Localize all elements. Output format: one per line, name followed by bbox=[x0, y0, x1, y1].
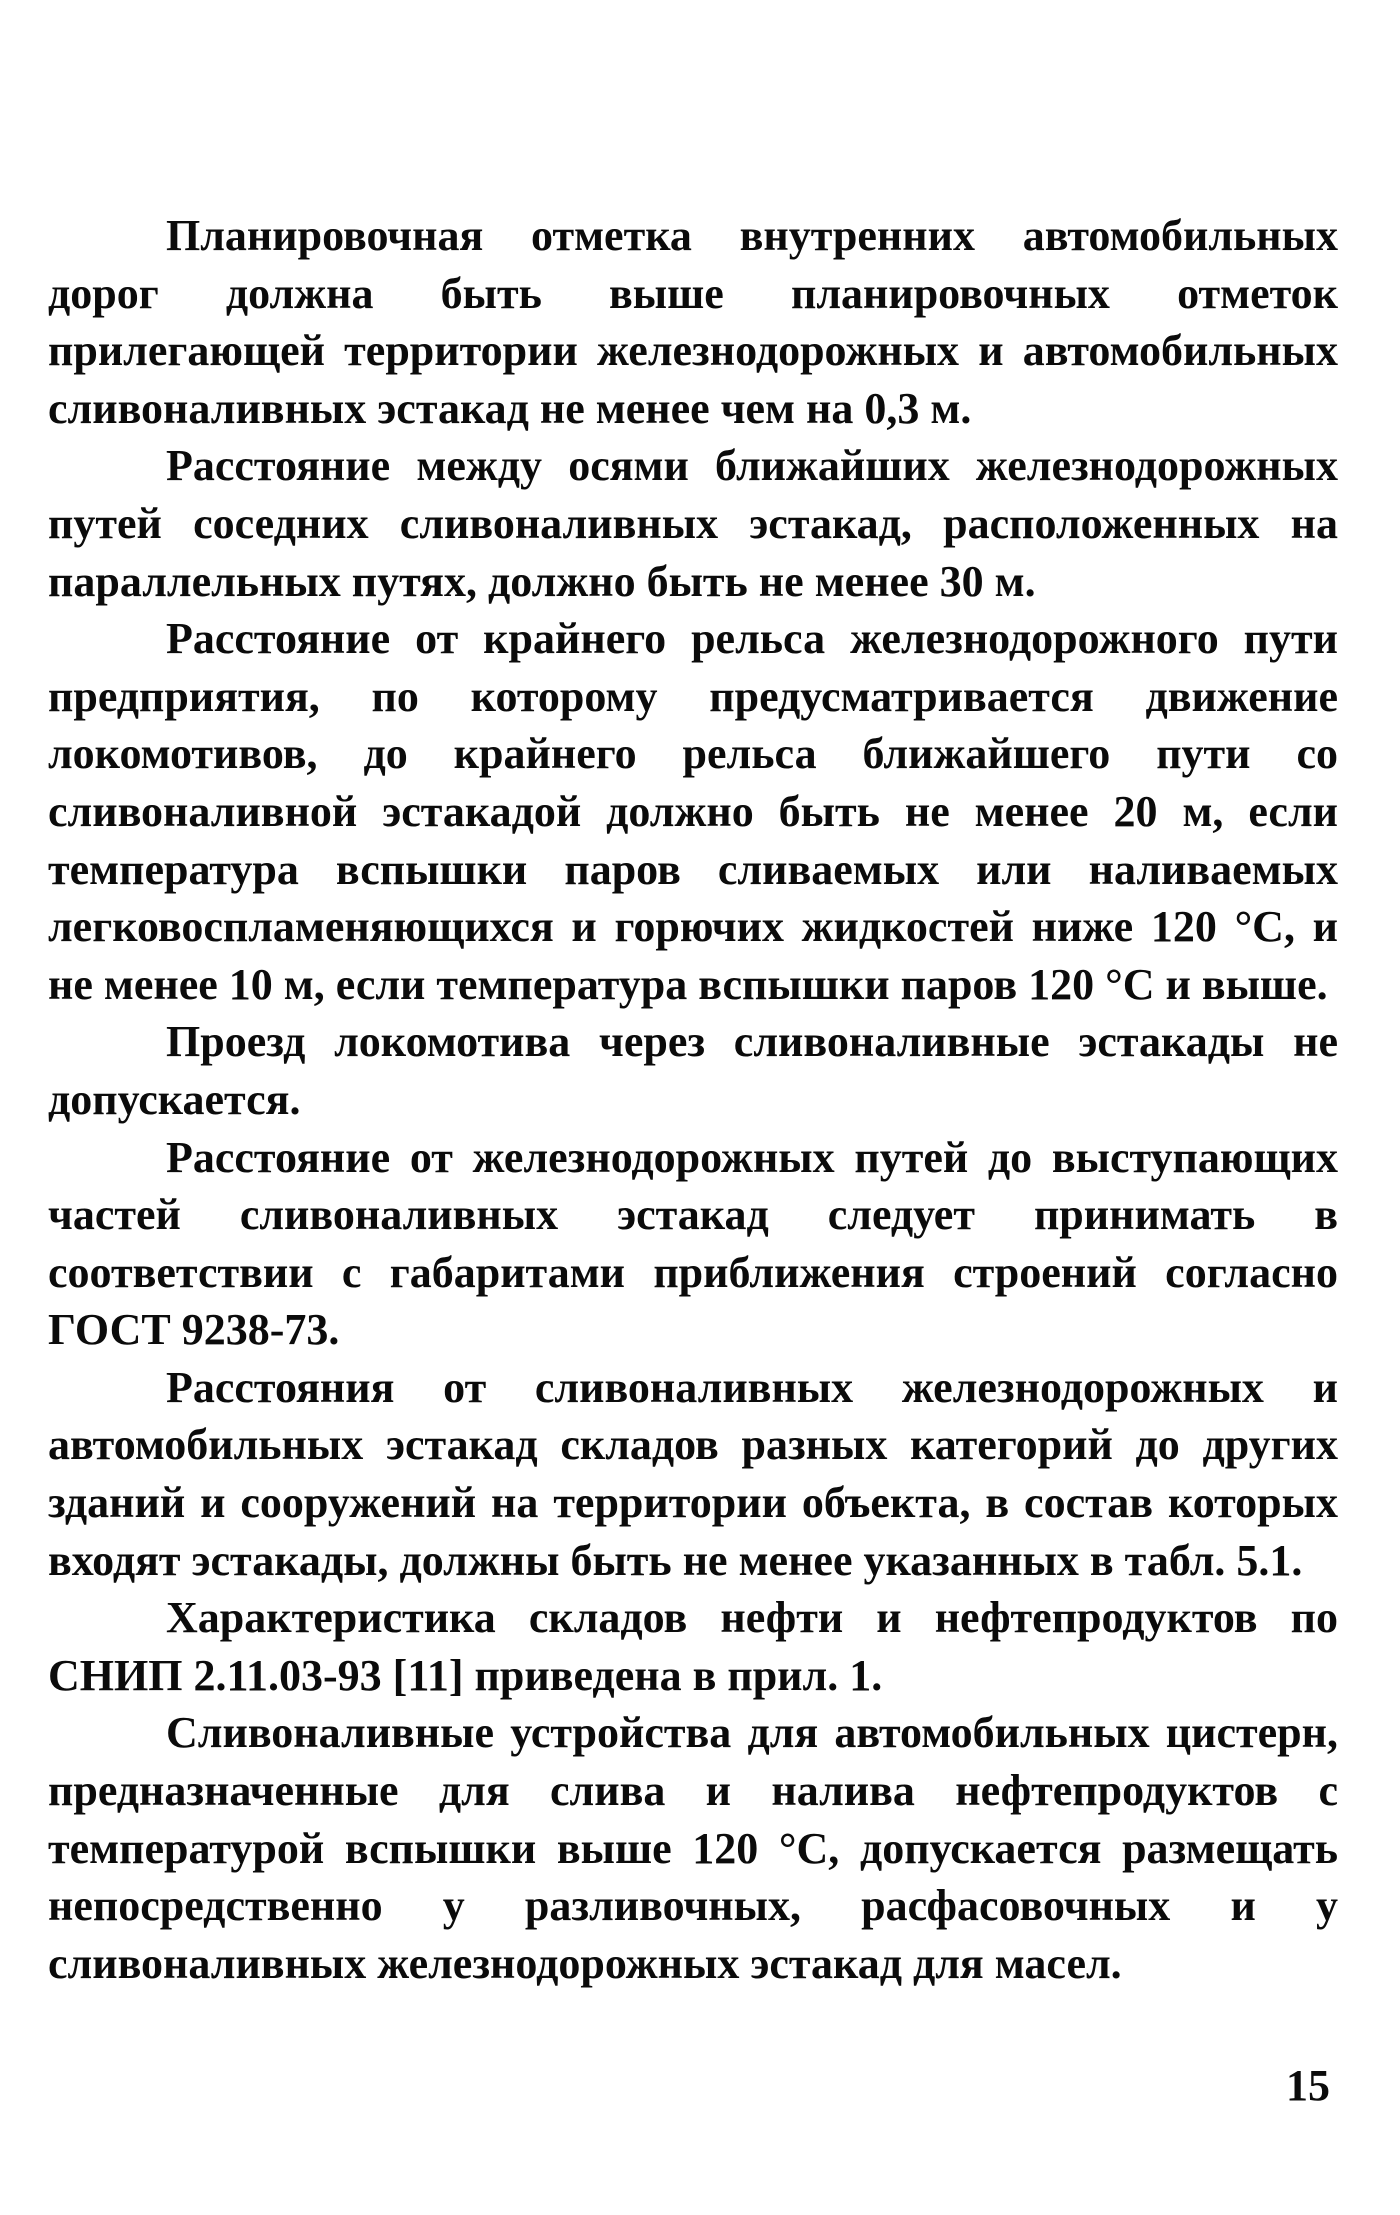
page-number: 15 bbox=[1286, 2061, 1330, 2110]
paragraph-building-distances: Расстояния от сливоналивных железнодорожных и автомобильных эстакад складов разных категорий до других зданий и сооружений на территории объекта, в состав которых входят эстакады, должны быть не менее указанных в табл. 5.1. bbox=[48, 1362, 1338, 1585]
paragraph-road-elevation: Планировочная отметка внутренних автомобильных дорог должна быть выше планировочных отметок прилегающей территории железнодорожных и автомобильных сливоналивных эстакад не менее чем на 0,3 м. bbox=[48, 211, 1338, 433]
paragraph-clearance: Расстояние от железнодорожных путей до выступающих частей сливоналивных эстакад следует принимать в соответствии с габаритами приближения строений согласно ГОСТ 9238-73. bbox=[48, 1132, 1338, 1355]
paragraph-track-axis-distance: Расстояние между осями ближайших железнодорожных путей соседних сливоналивных эстакад, расположенных на параллельных путях, должно быть не менее 30 м. bbox=[48, 441, 1338, 606]
paragraph-locomotive-passage: Проезд локомотива через сливоналивные эстакады не допускается. bbox=[48, 1017, 1338, 1124]
body-text bbox=[48, 207, 1338, 1992]
paragraph-storage-characteristics: Характеристика складов нефти и нефтепродуктов по СНИП 2.11.03-93 [11] приведена в прил. 1. bbox=[48, 1593, 1338, 1700]
paragraph-truck-loading-devices: Сливоналивные устройства для автомобильных цистерн, предназначенные для слива и налива нефтепродуктов с температурой вспышки выше 120 °С, допускается размещать непосредственно у разливочных, расфасовочных и у сливоналивных железнодорожных эстакад для масел. bbox=[48, 1708, 1338, 1988]
paragraph-rail-distance: Расстояние от крайнего рельса железнодорожного пути предприятия, по которому предусматривается движение локомотивов, до крайнего рельса ближайшего пути со сливоналивной эстакадой должно быть не менее 20 м, если температура вспышки паров сливаемых или наливаемых легковоспламеняющихся и горючих жидкостей ниже 120 °С, и не менее 10 м, если температура вспышки паров 120 °С и выше. bbox=[48, 614, 1338, 1009]
